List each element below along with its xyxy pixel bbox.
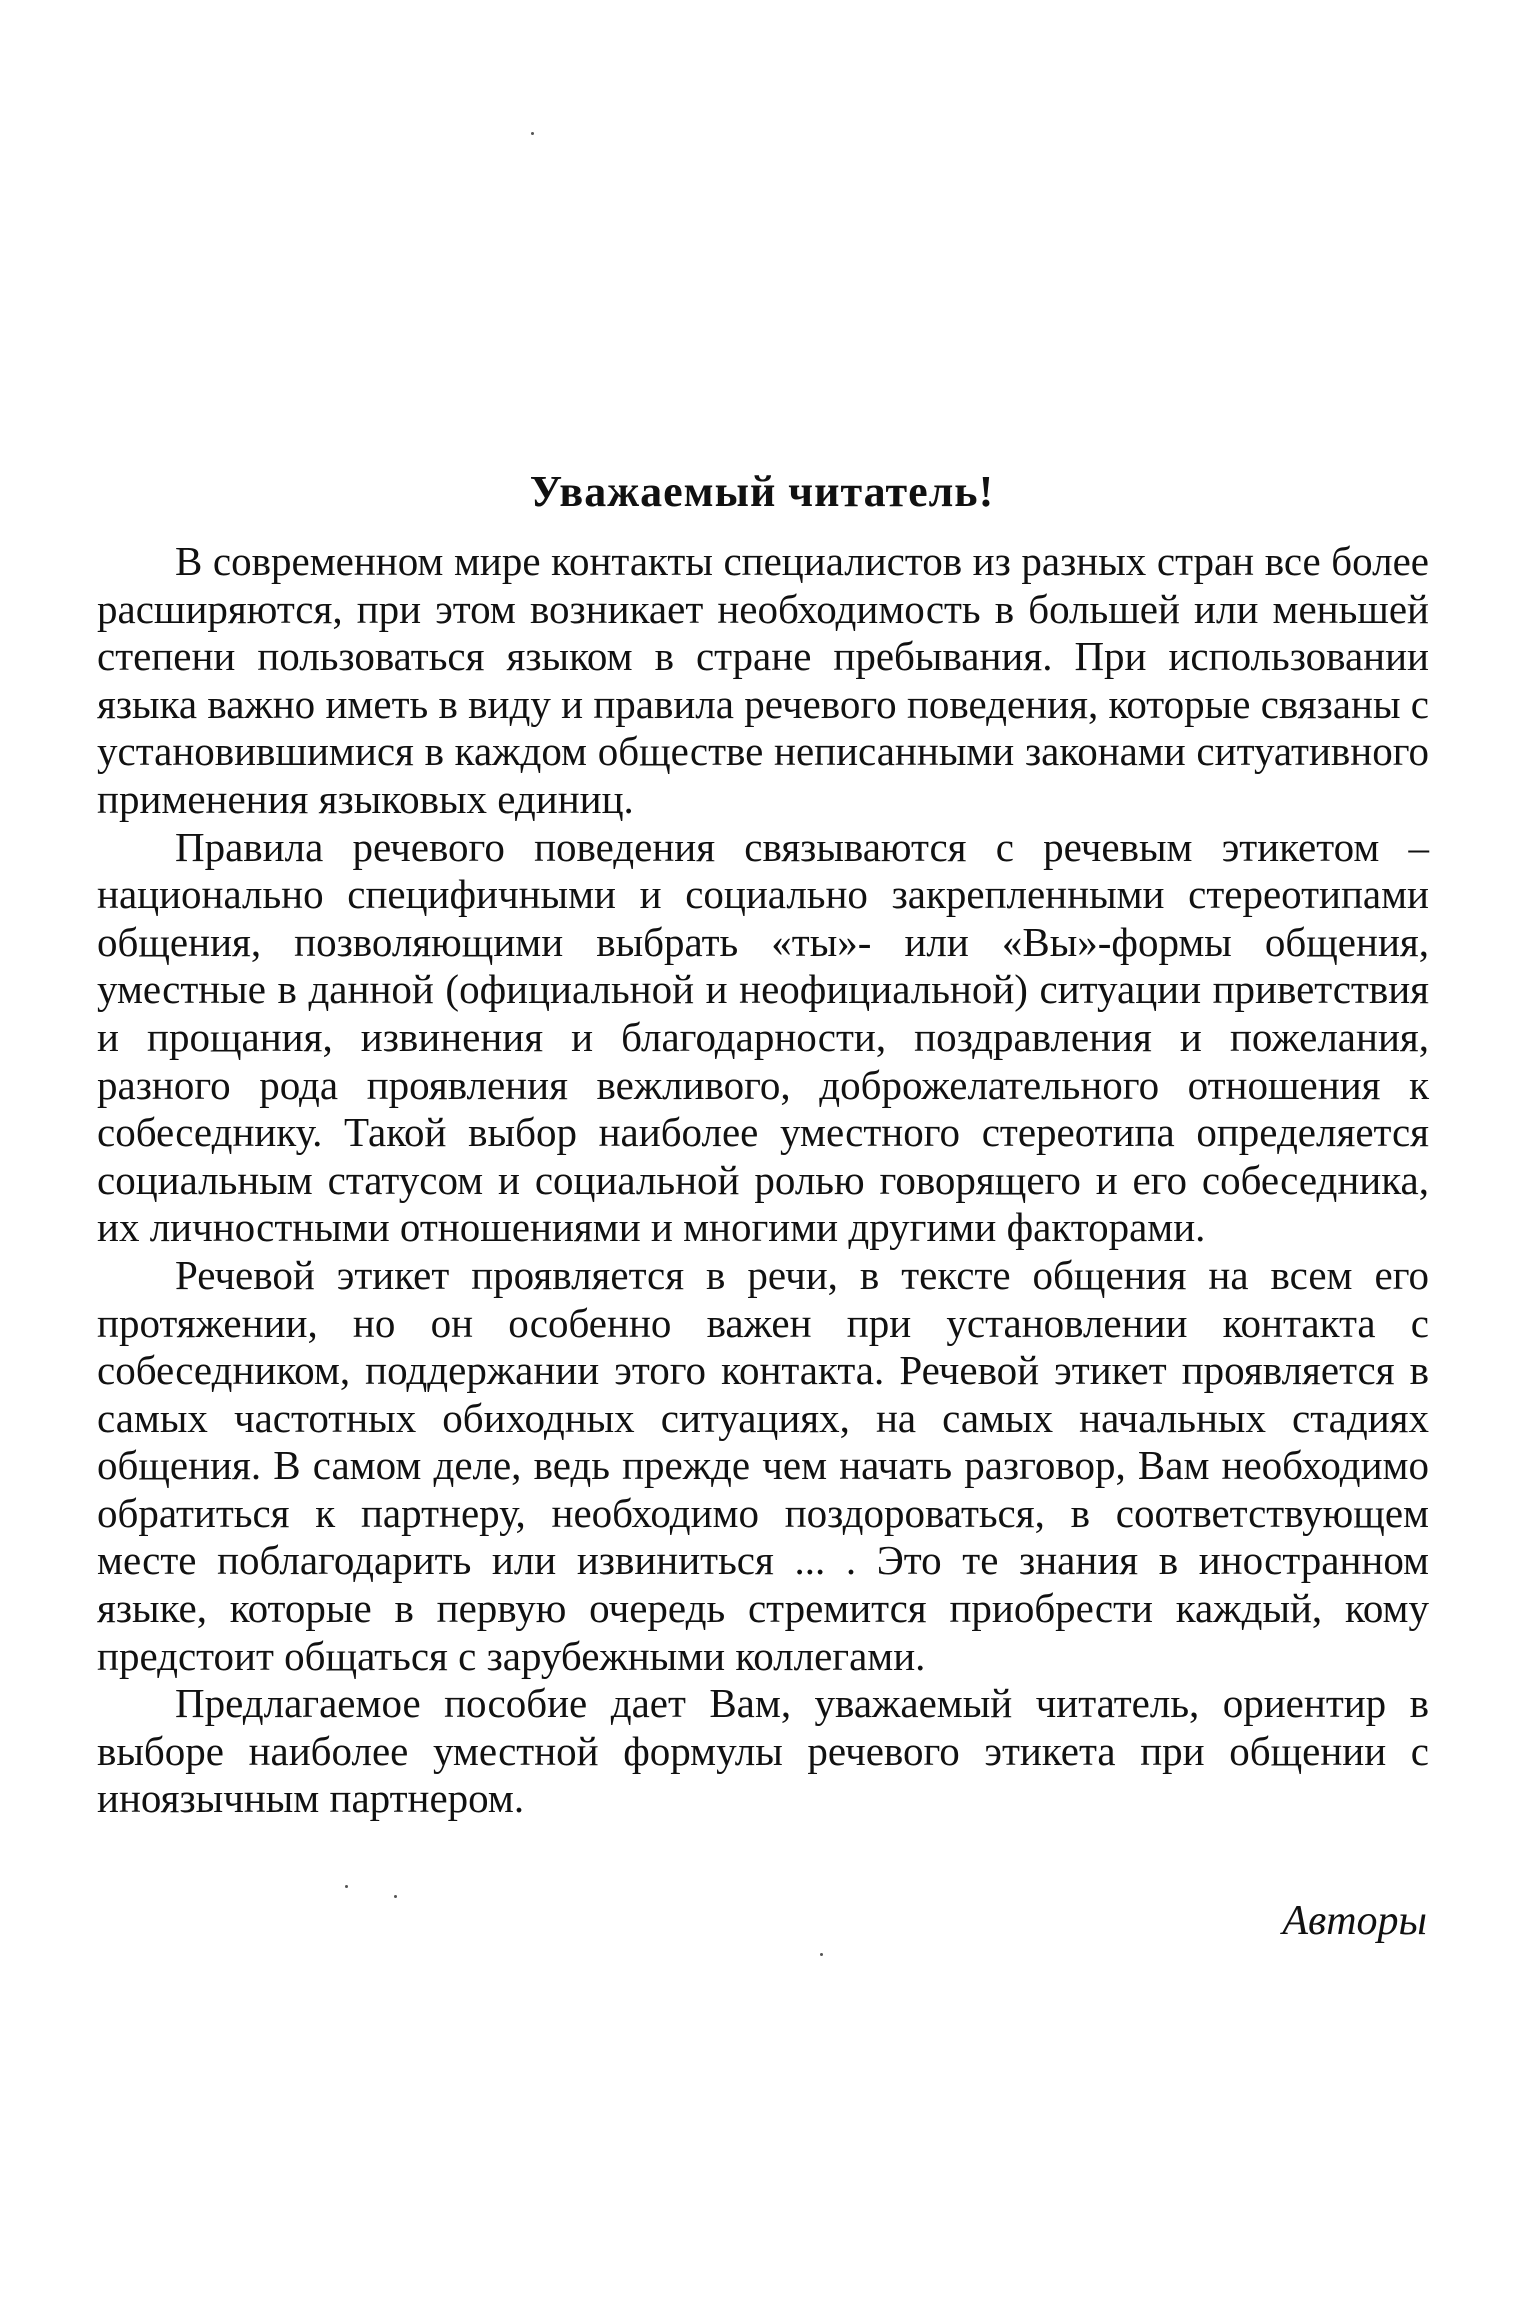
paragraph-2: Правила речевого поведения связываются с речевым этикетом – национально специфичными и социально закрепленными стереотипами общения, позволяющими выбрать «ты»- или «Вы»-формы общения, уместные в данной (официальной и неофициальной) ситуации приветствия и прощания, извинения и благодарности, поздравления и пожелания, разного рода проявления вежливого, доброжелательного отношения к собеседнику. Такой выбор наиболее уместного стереотипа определяется социальным статусом и социальной ролью говорящего и его собеседника, их личностными отношениями и многими другими факторами. (97, 823, 1429, 1251)
body-text (97, 538, 1429, 1823)
scan-speck (345, 1885, 348, 1888)
signature: Авторы (1282, 1898, 1427, 1944)
scan-speck (394, 1895, 397, 1898)
paragraph-1: В современном мире контакты специалистов из разных стран все более расширяются, при этом возникает необходимость в большей или меньшей степени пользоваться языком в стране пребывания. При использовании языка важно иметь в виду и правила речевого поведения, которые связаны с установившимися в каждом обществе неписанными законами ситуативного применения языковых единиц. (97, 538, 1429, 822)
scan-speck (820, 1953, 823, 1956)
scan-speck (531, 132, 534, 135)
paragraph-4: Предлагаемое пособие дает Вам, уважаемый читатель, ориентир в выборе наиболее уместной формулы речевого этикета при общении с иноязычным партнером. (97, 1680, 1429, 1822)
page-heading: Уважаемый читатель! (529, 467, 995, 516)
paragraph-3: Речевой этикет проявляется в речи, в тексте общения на всем его протяжении, но он особенно важен при установлении контакта с собеседником, поддержании этого контакта. Речевой этикет проявляется в самых частотных обиходных ситуациях, на самых начальных стадиях общения. В самом деле, ведь прежде чем начать разговор, Вам необходимо обратиться к партнеру, необходимо поздороваться, в соответствующем месте поблагодарить или извиниться ... . Это те знания в иностранном языке, которые в первую очередь стремится приобрести каждый, кому предстоит общаться с зарубежными коллегами. (97, 1251, 1429, 1679)
